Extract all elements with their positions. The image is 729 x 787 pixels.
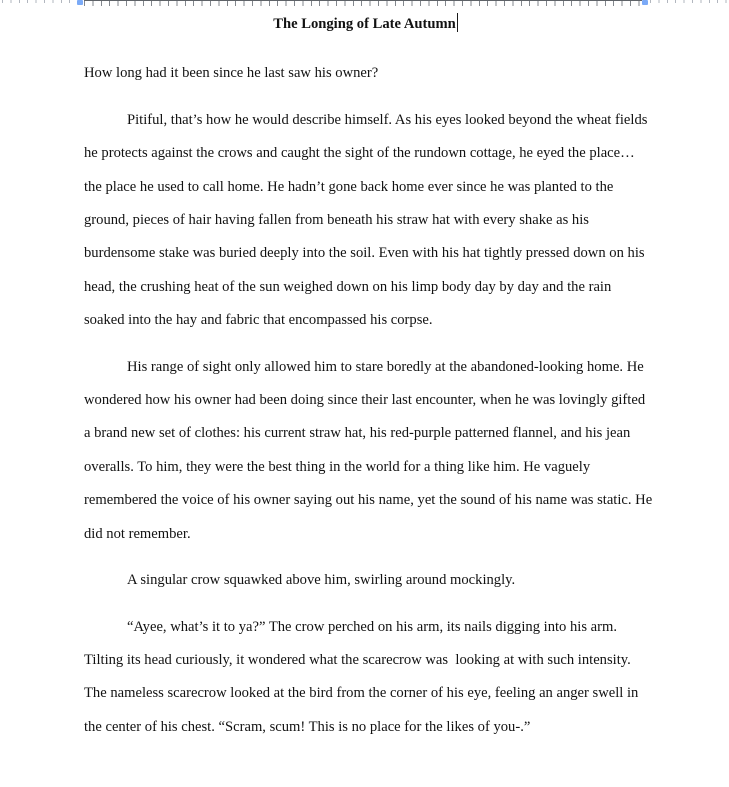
document-body[interactable] [84,57,653,744]
document-title-text: The Longing of Late Autumn [273,16,456,32]
text-line[interactable]: he protects against the crows and caught the sight of the rundown cottage, he eyed the place… [84,145,635,162]
text-line[interactable]: Pitiful, that’s how he would describe himself. As his eyes looked beyond the wheat fields [127,111,648,128]
text-line[interactable]: burdensome stake was buried deeply into the soil. Even with his hat tightly pressed down on his [84,245,645,262]
text-line[interactable]: How long had it been since he last saw his owner? [84,65,379,82]
paragraph[interactable] [84,104,647,338]
text-line[interactable]: the center of his chest. “Scram, scum! This is no place for the likes of you-.” [84,718,531,735]
text-line[interactable]: The nameless scarecrow looked at the bird from the corner of his eye, feeling an anger swell in [84,685,639,702]
ruler-right-margin-ticks [650,0,727,3]
ruler-text-area-ticks [84,0,642,6]
ruler-left-margin-ticks [2,0,78,3]
text-line[interactable]: a brand new set of clothes: his current straw hat, his red-purple patterned flannel, and his jean [84,425,631,442]
text-cursor [457,13,458,32]
horizontal-ruler[interactable] [0,0,729,7]
text-line[interactable]: “Ayee, what’s it to ya?” The crow perched on his arm, its nails digging into his arm. [127,618,618,635]
document-text-surface[interactable] [84,8,653,744]
text-line[interactable]: remembered the voice of his owner saying out his name, yet the sound of his name was static. He [84,492,653,509]
text-line[interactable]: ground, pieces of hair having fallen from beneath his straw hat with every shake as his [84,212,589,229]
paragraph[interactable] [84,564,647,597]
text-line[interactable]: did not remember. [84,525,191,542]
right-indent-marker-icon[interactable] [642,0,648,5]
text-line[interactable]: A singular crow squawked above him, swirling around mockingly. [127,572,516,589]
document-title[interactable] [84,8,647,41]
paragraph[interactable] [84,351,653,551]
text-line[interactable]: soaked into the hay and fabric that encompassed his corpse. [84,312,433,329]
left-indent-marker-icon[interactable] [77,0,83,5]
text-line[interactable]: the place he used to call home. He hadn’t gone back home ever since he was planted to the [84,178,614,195]
text-line[interactable]: Tilting its head curiously, it wondered what the scarecrow was looking at with such intensity. [84,651,631,668]
text-line[interactable]: wondered how his owner had been doing since their last encounter, when he was lovingly gifted [84,392,646,409]
paragraph[interactable] [84,57,647,90]
text-line[interactable]: His range of sight only allowed him to stare boredly at the abandoned-looking home. He [127,358,644,375]
text-line[interactable]: head, the crushing heat of the sun weighed down on his limp body day by day and the rain [84,278,612,295]
paragraph[interactable] [84,611,647,745]
text-line[interactable]: overalls. To him, they were the best thing in the world for a thing like him. He vaguely [84,458,591,475]
